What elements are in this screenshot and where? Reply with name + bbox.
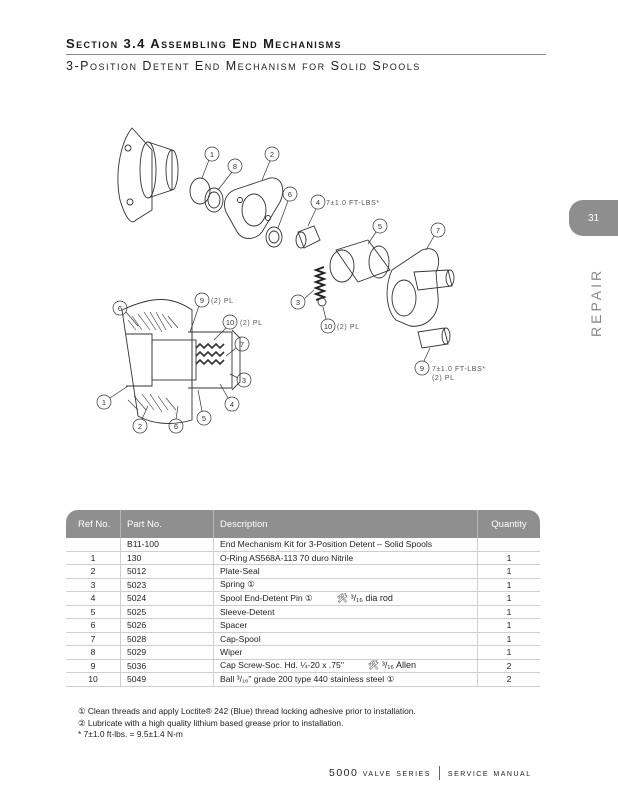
cell-part: 5029 <box>121 646 214 660</box>
cell-ref: 4 <box>66 592 121 606</box>
desc-text: O-Ring AS568A-113 70 duro Nitrile <box>220 552 354 563</box>
cell-qty: 1 <box>478 646 540 660</box>
detent-pin-part <box>296 226 320 248</box>
section-view <box>122 300 240 424</box>
cell-qty: 1 <box>478 565 540 579</box>
desc-text: End Mechanism Kit for 3-Position Detent – Solid Spools <box>220 539 433 550</box>
cell-part: 5026 <box>121 619 214 633</box>
cell-qty: 2 <box>478 673 540 687</box>
callout-5: 5 <box>377 222 383 231</box>
section-callout-2: 2 <box>137 422 143 431</box>
cell-ref <box>66 538 121 552</box>
cell-desc <box>214 673 478 687</box>
cell-part: 5028 <box>121 633 214 647</box>
section-callout-6: 6 <box>117 304 123 313</box>
cell-qty: 1 <box>478 619 540 633</box>
cell-desc <box>214 538 478 552</box>
footnote-torque: * 7±1.0 ft-lbs. = 9.5±1.4 N-m <box>78 729 183 739</box>
nine-pl-note: (2) PL <box>211 298 234 305</box>
cell-desc <box>214 633 478 647</box>
cell-part: 5036 <box>121 660 214 674</box>
callout-8: 8 <box>232 162 238 171</box>
cell-part: 130 <box>121 552 214 566</box>
footnote-lubricate: ② Lubricate with a high quality lithium based grease prior to installation. <box>78 717 344 728</box>
valve-body-flange <box>118 128 178 222</box>
cell-qty <box>478 538 540 552</box>
cell-part: 5025 <box>121 606 214 620</box>
cell-qty: 2 <box>478 660 540 674</box>
table-row <box>66 552 540 566</box>
col-quantity: Quantity <box>478 510 540 538</box>
cap-screw-part <box>418 328 450 348</box>
cell-qty: 1 <box>478 579 540 593</box>
header-rule <box>66 54 546 55</box>
callout-2: 2 <box>269 150 275 159</box>
footnotes <box>78 706 416 741</box>
cell-desc <box>214 579 478 593</box>
section-side-label: REPAIR <box>588 267 604 337</box>
cell-desc <box>214 565 478 579</box>
col-description: Description <box>214 510 478 538</box>
table-row <box>66 660 540 674</box>
cell-ref: 10 <box>66 673 121 687</box>
footer-series: 5000 valve series <box>329 766 431 779</box>
cell-qty: 1 <box>478 606 540 620</box>
col-part-no: Part No. <box>121 510 214 538</box>
section-callout-7: 7 <box>239 340 245 349</box>
cell-desc <box>214 606 478 620</box>
cell-part: 5023 <box>121 579 214 593</box>
cell-qty: 1 <box>478 552 540 566</box>
table-row <box>66 673 540 687</box>
section-callout-10: 10 <box>225 318 235 327</box>
cell-part: 5049 <box>121 673 214 687</box>
cell-part: 5024 <box>121 592 214 606</box>
callout-6: 6 <box>287 190 293 199</box>
table-row <box>66 646 540 660</box>
desc-text: Spacer <box>220 620 248 631</box>
cell-part: B11-100 <box>121 538 214 552</box>
callout-4: 4 <box>315 198 321 207</box>
desc-text: Spring ① <box>220 579 255 590</box>
page-number-tab <box>569 200 618 236</box>
cell-ref: 8 <box>66 646 121 660</box>
section-callout-4: 4 <box>229 400 235 409</box>
cell-ref: 9 <box>66 660 121 674</box>
detent-sleeve-part <box>330 240 390 282</box>
desc-text: Cap Screw-Soc. Hd. ¼-20 x .75" <box>220 660 344 671</box>
section-callout-3: 3 <box>241 376 247 385</box>
o-ring-part <box>190 178 210 204</box>
ten-section-pl-note: (2) PL <box>240 320 263 327</box>
cell-ref: 7 <box>66 633 121 647</box>
cell-ref: 5 <box>66 606 121 620</box>
seal-plate-part <box>224 178 282 239</box>
section-callout-1: 1 <box>101 398 107 407</box>
page-number: 31 <box>587 212 600 224</box>
table-row <box>66 633 540 647</box>
callout-3: 3 <box>295 298 301 307</box>
footnote-loctite: ① Clean threads and apply Loctite® 242 (Blue) thread locking adhesive prior to installation. <box>78 706 416 716</box>
cell-ref: 6 <box>66 619 121 633</box>
torque-note-top: 7±1.0 FT-LBS* <box>326 200 380 207</box>
spool-cap-part <box>387 249 454 327</box>
table-row <box>66 606 540 620</box>
cell-desc <box>214 592 478 606</box>
spacer-part <box>266 227 282 247</box>
exploded-assembly-diagram <box>92 120 492 450</box>
table-row <box>66 592 540 606</box>
desc-text: Wiper <box>220 647 243 658</box>
parts-table-header <box>66 510 540 538</box>
desc-text: Ball ³/₁₆" grade 200 type 440 stainless steel ① <box>220 673 395 684</box>
cell-qty: 1 <box>478 592 540 606</box>
desc-text: Spool End-Detent Pin ① <box>220 592 313 603</box>
spring-part <box>316 267 324 300</box>
tool-note: 🛠 ³/₁₆ dia rod <box>336 592 393 603</box>
torque-note-bottom-pl: (2) PL <box>432 375 455 382</box>
section-callout-5: 5 <box>201 414 207 423</box>
torque-note-bottom: 7±1.0 FT-LBS* <box>432 366 486 373</box>
cell-ref: 3 <box>66 579 121 593</box>
callout-9: 9 <box>419 364 425 373</box>
footer-manual: service manual <box>447 766 532 779</box>
page-footer <box>329 766 532 780</box>
callout-10: 10 <box>323 322 333 331</box>
desc-text: Plate-Seal <box>220 566 260 577</box>
tool-note: 🛠 ³/₁₆ Allen <box>367 660 417 671</box>
desc-text: Sleeve-Detent <box>220 606 275 617</box>
detent-ball-part <box>318 298 326 306</box>
callout-7: 7 <box>435 226 441 235</box>
col-ref-no: Ref No. <box>66 510 121 538</box>
cell-ref: 1 <box>66 552 121 566</box>
ten-pl-note: (2) PL <box>337 324 360 331</box>
footer-divider <box>439 766 440 780</box>
table-row <box>66 565 540 579</box>
subsection-title: 3-Position Detent End Mechanism for Solid Spools <box>66 59 421 73</box>
table-row <box>66 538 540 552</box>
section-callout-6b: 6 <box>173 422 179 431</box>
parts-table <box>66 510 540 687</box>
desc-text: Cap-Spool <box>220 633 261 644</box>
cell-desc <box>214 660 478 674</box>
cell-desc <box>214 619 478 633</box>
callout-1: 1 <box>209 150 215 159</box>
wiper-part <box>205 188 223 212</box>
section-title: Section 3.4 Assembling End Mechanisms <box>66 36 342 51</box>
cell-desc <box>214 646 478 660</box>
section-callout-9: 9 <box>199 296 205 305</box>
cell-ref: 2 <box>66 565 121 579</box>
cell-qty: 1 <box>478 633 540 647</box>
cell-part: 5012 <box>121 565 214 579</box>
table-row <box>66 619 540 633</box>
cell-desc <box>214 552 478 566</box>
table-row <box>66 579 540 593</box>
